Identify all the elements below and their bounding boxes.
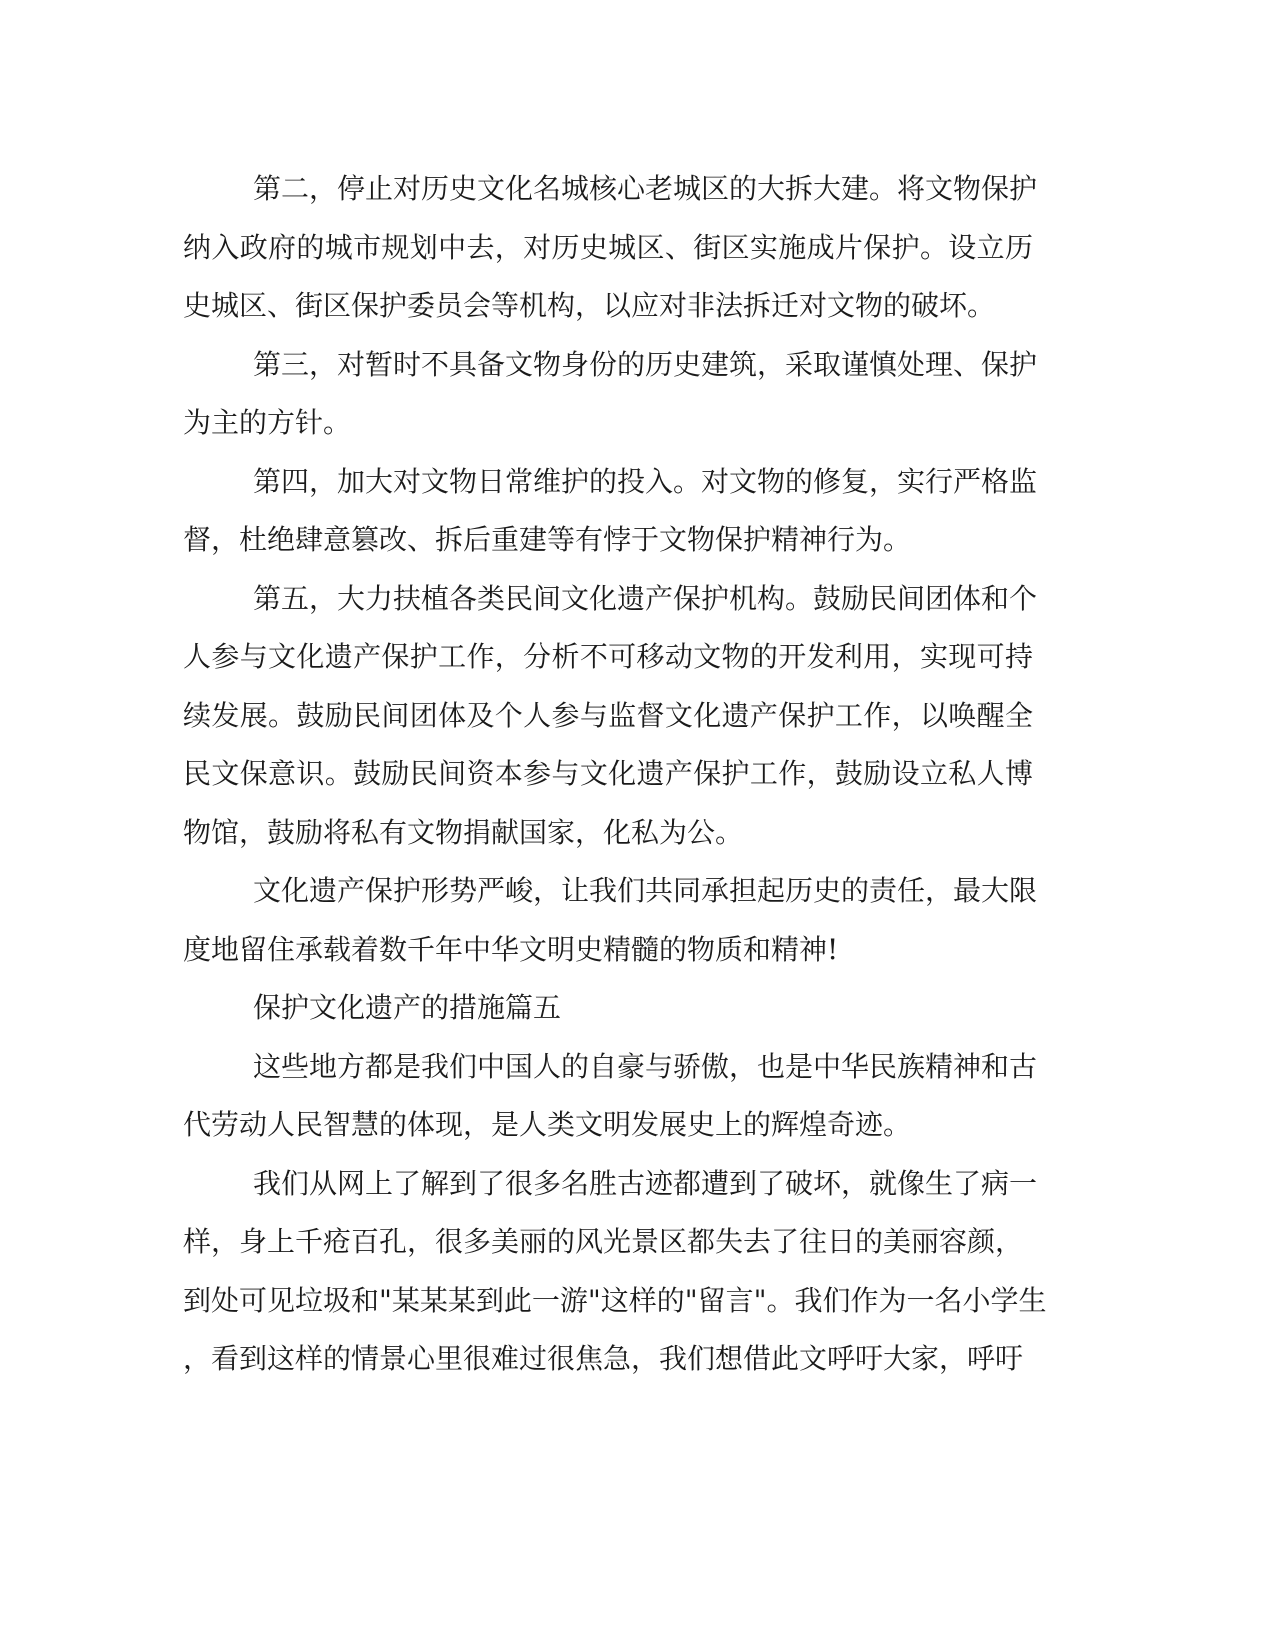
text-line: 度地留住承载着数千年中华文明史精髓的物质和精神! [183, 932, 839, 966]
body-text [183, 160, 1047, 1389]
text-line: 物馆，鼓励将私有文物捐献国家，化私为公。 [183, 815, 744, 849]
text-line: 第三，对暂时不具备文物身份的历史建筑，采取谨慎处理、保护 [253, 347, 1038, 381]
text-line: 第五，大力扶植各类民间文化遗产保护机构。鼓励民间团体和个 [253, 581, 1038, 615]
text-line: 第四，加大对文物日常维护的投入。对文物的修复，实行严格监 [253, 464, 1038, 498]
section-heading: 保护文化遗产的措施篇五 [253, 991, 562, 1024]
text-line: 为主的方针。 [183, 406, 352, 439]
text-line: 代劳动人民智慧的体现，是人类文明发展史上的辉煌奇迹。 [183, 1108, 912, 1141]
text-line: 这些地方都是我们中国人的自豪与骄傲，也是中华民族精神和古 [253, 1049, 1038, 1083]
text-line: 第二，停止对历史文化名城核心老城区的大拆大建。将文物保护 [253, 172, 1038, 205]
text-line: 民文保意识。鼓励民间资本参与文化遗产保护工作，鼓励设立私人博 [183, 757, 1033, 790]
text-line: 纳入政府的城市规划中去，对历史城区、街区实施成片保护。设立历 [183, 230, 1033, 264]
text-line: 到处可见垃圾和"某某某到此一游"这样的"留言"。我们作为一名小学生 [183, 1283, 1047, 1317]
text-line: 我们从网上了解到了很多名胜古迹都遭到了破坏，就像生了病一 [253, 1166, 1038, 1200]
text-line: 续发展。鼓励民间团体及个人参与监督文化遗产保护工作，以唤醒全 [183, 698, 1033, 732]
text-line: ，看到这样的情景心里很难过很焦急，我们想借此文呼吁大家，呼吁 [183, 1342, 1024, 1375]
text-line: 文化遗产保护形势严峻，让我们共同承担起历史的责任，最大限 [253, 874, 1038, 907]
text-line: 样，身上千疮百孔，很多美丽的风光景区都失去了往日的美丽容颜， [183, 1225, 1024, 1258]
text-line: 督，杜绝肆意篡改、拆后重建等有悖于文物保护精神行为。 [183, 523, 912, 556]
text-line: 人参与文化遗产保护工作，分析不可移动文物的开发利用，实现可持 [183, 640, 1033, 673]
text-line: 史城区、街区保护委员会等机构，以应对非法拆迁对文物的破坏。 [183, 289, 996, 322]
